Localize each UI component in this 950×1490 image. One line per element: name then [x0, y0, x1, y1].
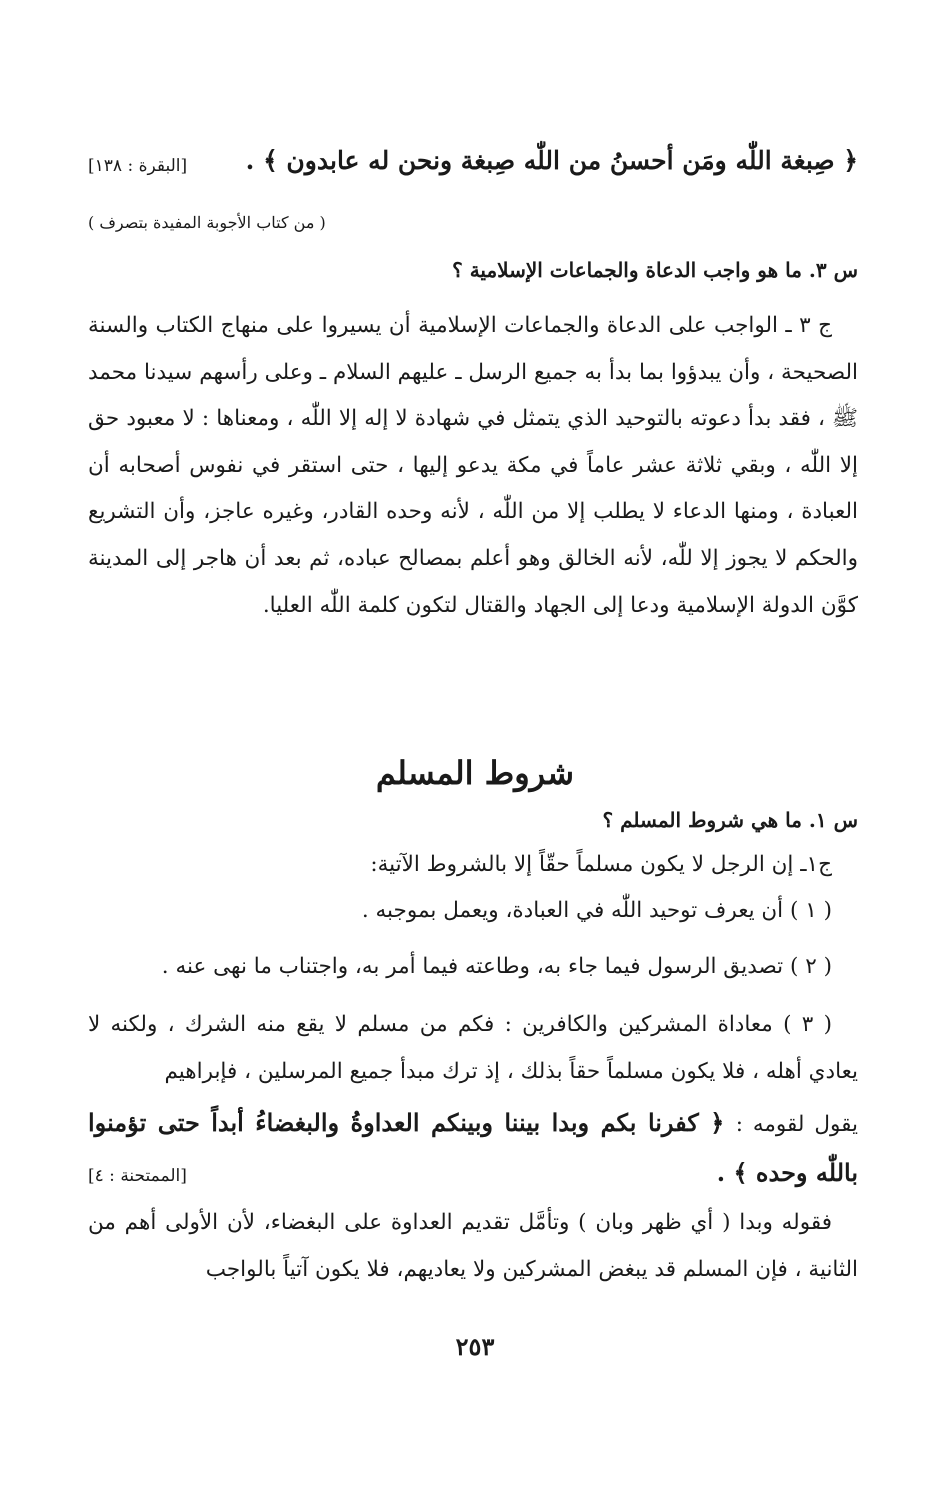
verse-2-line-1 — [88, 1108, 858, 1137]
condition-2: ( ٢ ) تصديق الرسول فيما جاء به، وطاعته فيما أمر به، واجتناب ما نهى عنه . — [161, 954, 832, 979]
source-line — [88, 213, 858, 239]
answer-3-text: ج ٣ ـ الواجب على الدعاة والجماعات الإسلامية أن يسيروا على منهاج الكتاب والسنة الصحيحة ، وأن يبدؤوا بما بدأ به جميع الرسل ـ عليهم السلام ـ وعلى رأسهم سيدنا محمد ﷺ ، فقد بدأ دعوته بالتوحيد الذي يتمثل في شهادة لا إله إلا اللّٰه ، ومعناها : لا معبود حق إلا اللّٰه ، وبقي ثلاثة عشر عاماً في مكة يدعو إليها ، حتى استقر في نفوس أصحابه أن العبادة ، ومنها الدعاء لا يطلب إلا من اللّٰه ، لأنه وحده القادر، وغيره عاجز، وأن التشريع والحكم لا يجوز إلا للّٰه، لأنه الخالق وهو أعلم بمصالح عباده، ثم بعد أن هاجر إلى المدينة كوَّن الدولة الإسلامية ودعا إلى الجهاد والقتال لتكون كلمة اللّٰه العليا. — [88, 313, 858, 618]
commentary-paragraph — [88, 1200, 858, 1293]
answer-3-paragraph — [88, 303, 858, 629]
source-note: ( من كتاب الأجوبة المفيدة بتصرف ) — [88, 213, 326, 232]
verse-2-reference: [الممتحنة : ٤] — [88, 1166, 187, 1186]
condition-3: ( ٣ ) معاداة المشركين والكافرين : فكم من مسلم لا يقع منه الشرك ، ولكنه لا يعادي أهله ، فلا يكون مسلماً حقاً بذلك ، إذ ترك مبدأ جميع المرسلين ، فإبراهيم — [88, 1012, 858, 1084]
question-1: س ١. ما هي شروط المسلم ؟ — [602, 808, 858, 832]
answer-1-intro: ج١ـ إن الرجل لا يكون مسلماً حقّاً إلا بالشروط الآتية: — [370, 852, 832, 877]
commentary-text: فقوله وبدا ( أي ظهر وبان ) وتأمَّل تقديم العداوة على البغضاء، لأن الأولى أهم من الثانية ، فإن المسلم قد يبغض المشركين ولا يعاديهم، فلا يكون آتياً بالواجب — [88, 1210, 858, 1282]
verse-2-line-2: باللّٰه وحده ﴾ . — [716, 1158, 858, 1187]
verse-2-text-1: ﴿ كفرنا بكم وبدا بيننا وبينكم العداوةُ والبغضاءُ أبداً حتى تؤمنوا — [88, 1108, 725, 1137]
page-number: ٢٥٣ — [455, 1332, 495, 1361]
verse-2-lead: يقول لقومه : — [735, 1112, 858, 1137]
condition-3-block — [88, 1002, 858, 1095]
condition-1: ( ١ ) أن يعرف توحيد اللّٰه في العبادة، ويعمل بموجبه . — [361, 898, 832, 923]
question-3: س ٣. ما هو واجب الدعاة والجماعات الإسلامية ؟ — [452, 258, 858, 282]
verse-reference: [البقرة : ١٣٨] — [88, 156, 188, 176]
header-verse-line — [88, 146, 858, 190]
quran-verse: ﴿ صِبغة اللّٰه ومَن أحسنُ من اللّٰه صِبغة ونحن له عابدون ﴾ . — [245, 146, 858, 175]
verse-2-block — [88, 1108, 858, 1208]
section-title: شروط المسلم — [375, 754, 575, 792]
